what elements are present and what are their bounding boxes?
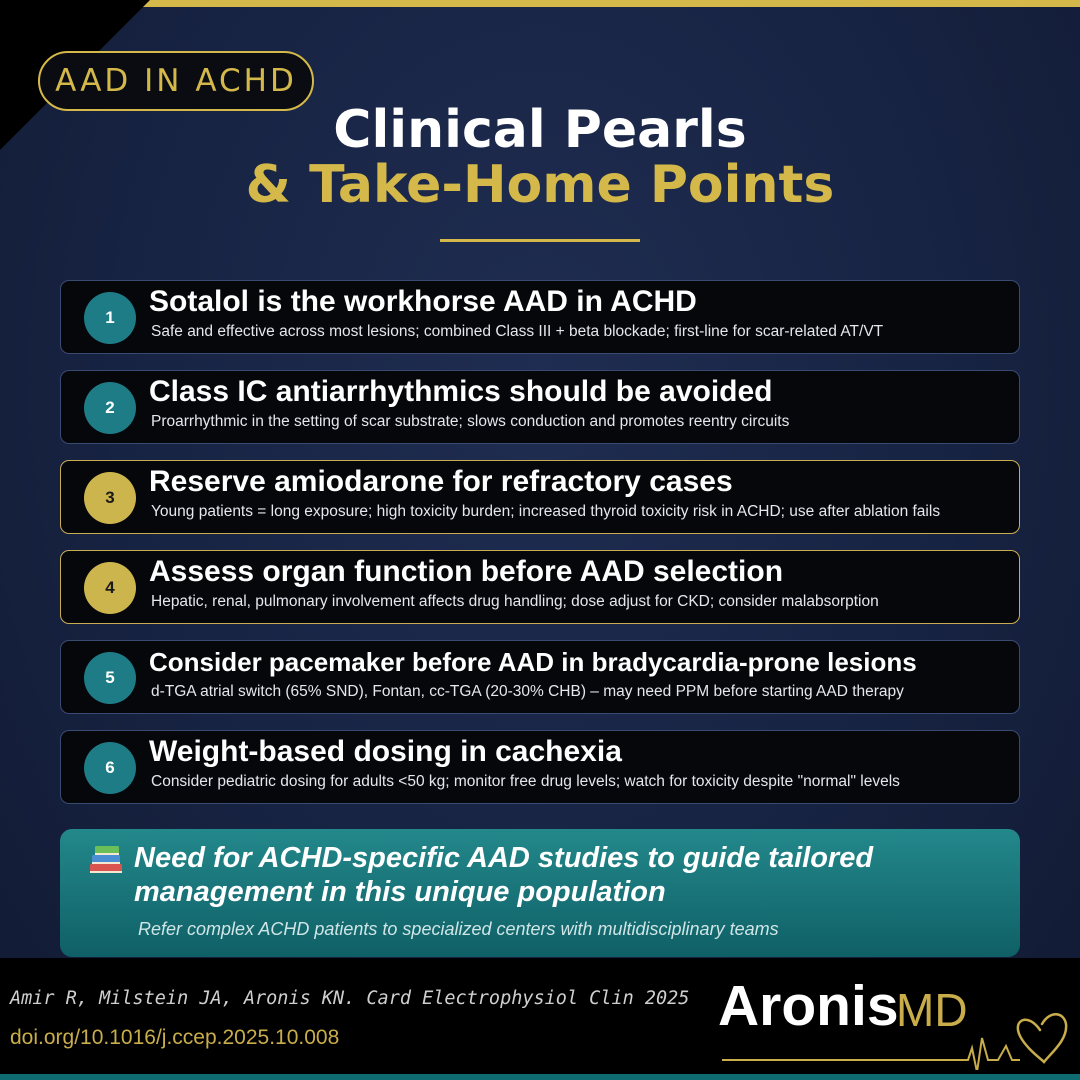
pearl-subtitle: Safe and effective across most lesions; combined Class III + beta blockade; first-line for scar-related AT/VT bbox=[151, 323, 884, 340]
pearl-title: Sotalol is the workhorse AAD in ACHD bbox=[149, 285, 697, 318]
topic-tag: AAD IN ACHD bbox=[38, 51, 314, 111]
bottom-accent-bar bbox=[0, 1074, 1080, 1080]
citation: Amir R, Milstein JA, Aronis KN. Card Electrophysiol Clin 2025 bbox=[10, 988, 690, 1009]
callout-box bbox=[60, 829, 1020, 957]
pearl-title: Assess organ function before AAD selection bbox=[149, 555, 784, 588]
pearl-subtitle: Proarrhythmic in the setting of scar substrate; slows conduction and promotes reentry circuits bbox=[151, 413, 790, 430]
page-title: Clinical Pearls bbox=[333, 100, 747, 160]
pearl-title: Class IC antiarrhythmics should be avoided bbox=[149, 375, 773, 408]
pearl-number-badge: 3 bbox=[84, 472, 136, 524]
logo-md: MD bbox=[896, 984, 968, 1036]
pearl-number-badge: 6 bbox=[84, 742, 136, 794]
pearl-subtitle: Hepatic, renal, pulmonary involvement affects drug handling; dose adjust for CKD; consider malabsorption bbox=[151, 593, 879, 610]
pearl-number-badge: 4 bbox=[84, 562, 136, 614]
title-divider bbox=[440, 239, 640, 242]
pearl-subtitle: d-TGA atrial switch (65% SND), Fontan, cc-TGA (20-30% CHB) – may need PPM before starting AAD therapy bbox=[151, 683, 904, 700]
pearl-number-badge: 1 bbox=[84, 292, 136, 344]
pearl-title: Weight-based dosing in cachexia bbox=[149, 735, 622, 768]
pearl-card bbox=[60, 370, 1020, 444]
pearl-subtitle: Young patients = long exposure; high toxicity burden; increased thyroid toxicity risk in ACHD; use after ablation fails bbox=[151, 503, 941, 520]
pearl-card bbox=[60, 640, 1020, 714]
pearl-subtitle: Consider pediatric dosing for adults <50 kg; monitor free drug levels; watch for toxicity despite "normal" levels bbox=[151, 773, 900, 790]
pearl-number-badge: 5 bbox=[84, 652, 136, 704]
pearl-card bbox=[60, 280, 1020, 354]
pearl-card bbox=[60, 460, 1020, 534]
doi-link[interactable]: doi.org/10.1016/j.ccep.2025.10.008 bbox=[10, 1026, 340, 1049]
callout-heading-line1: Need for ACHD-specific AAD studies to guide tailored bbox=[134, 842, 874, 874]
callout-subtitle: Refer complex ACHD patients to specialized centers with multidisciplinary teams bbox=[138, 919, 779, 939]
top-accent-bar bbox=[0, 0, 1080, 7]
pearl-title: Reserve amiodarone for refractory cases bbox=[149, 465, 733, 498]
footer bbox=[0, 958, 1080, 1080]
pearl-card bbox=[60, 550, 1020, 624]
logo-aronis: Aronis bbox=[718, 974, 899, 1038]
pearl-title: Consider pacemaker before AAD in bradycardia-prone lesions bbox=[149, 647, 917, 677]
books-icon bbox=[88, 844, 124, 876]
pearl-number-badge: 2 bbox=[84, 382, 136, 434]
pearl-card bbox=[60, 730, 1020, 804]
page-subtitle: & Take-Home Points bbox=[245, 155, 835, 215]
callout-heading-line2: management in this unique population bbox=[134, 876, 666, 908]
